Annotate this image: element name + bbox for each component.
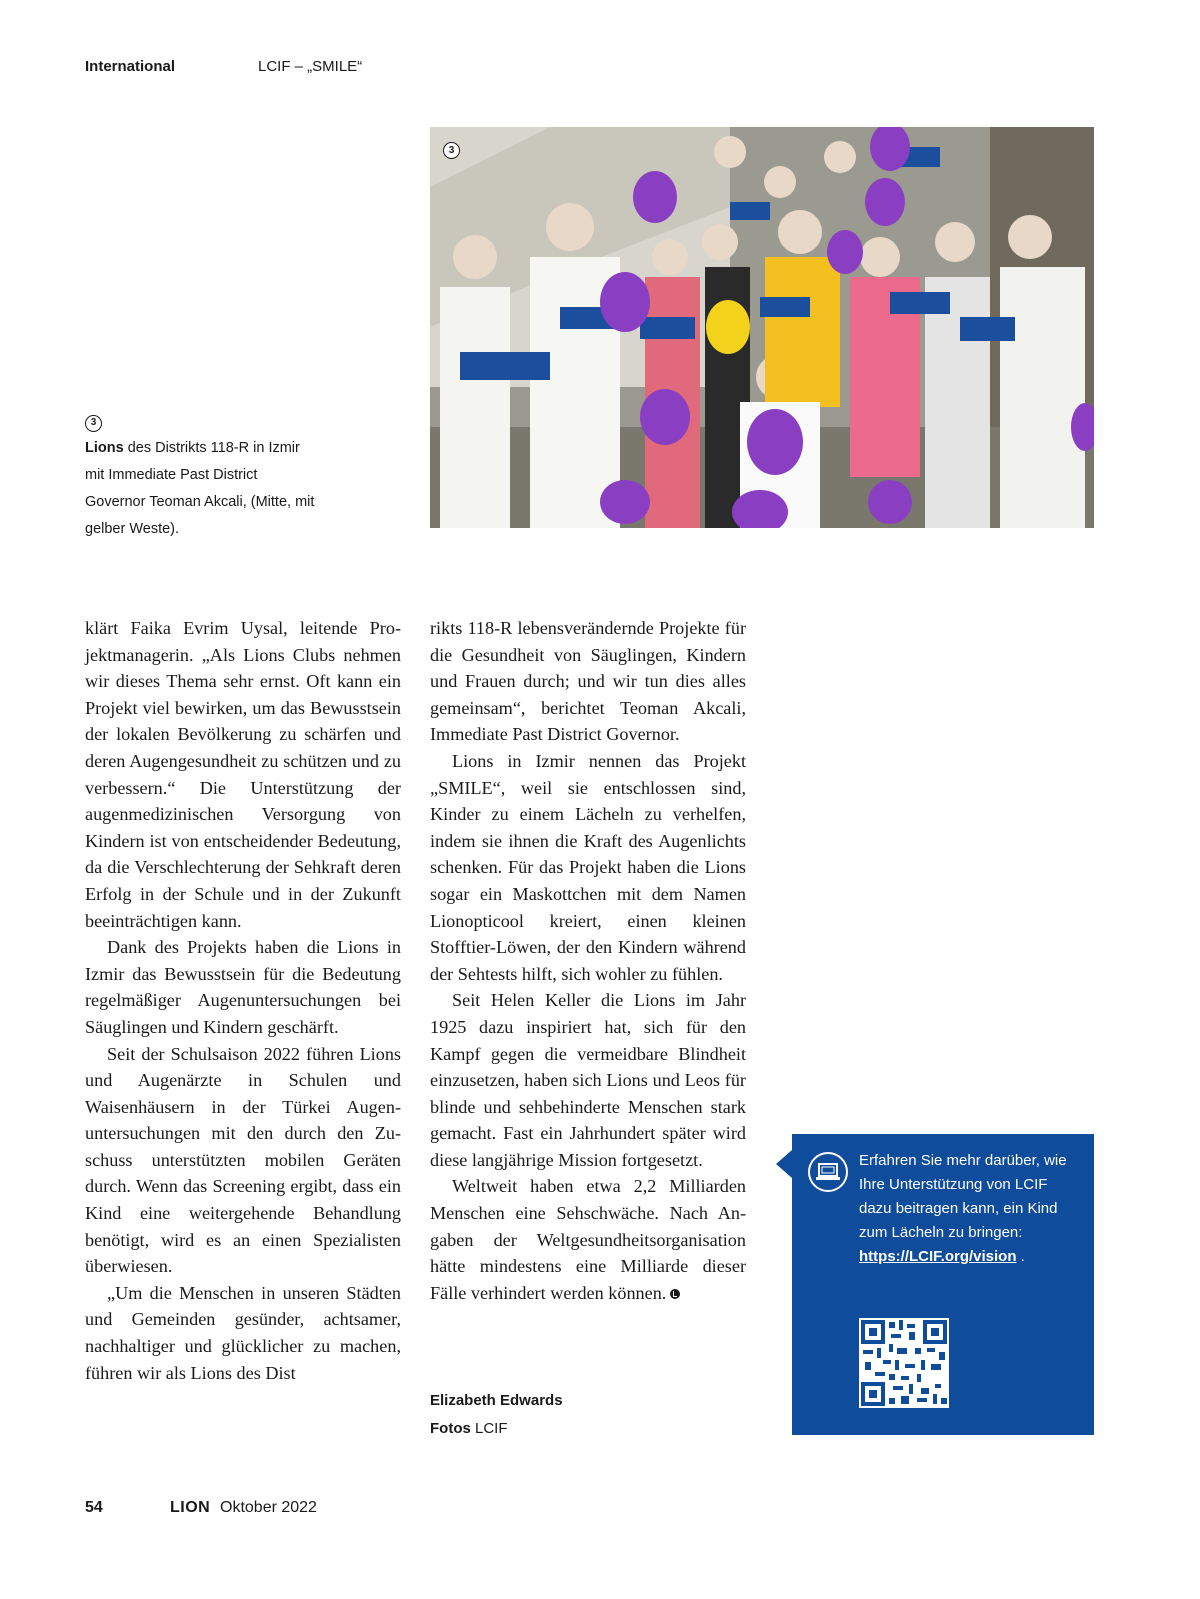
photo-number-badge: 3 bbox=[443, 142, 460, 159]
end-mark-icon bbox=[670, 1289, 680, 1299]
caption-number-badge: 3 bbox=[85, 415, 102, 432]
info-text bbox=[859, 1149, 1074, 1269]
vision-link[interactable]: https://LCIF.org/vision bbox=[859, 1248, 1017, 1265]
laptop-icon bbox=[808, 1152, 848, 1192]
article-column-2 bbox=[430, 615, 746, 1306]
paragraph: Dank des Projekts haben die Lions in Izmir das Bewusstsein für die Bedeutung regelmäßiger Augenuntersuchungen bei Säuglingen und Kindern geschärft. bbox=[85, 937, 401, 1037]
magazine-name: LION bbox=[170, 1499, 211, 1516]
paragraph: Lions in Izmir nennen das Projekt „SMILE“, weil sie entschlossen sind, Kinder zu einem Lächeln zu verhelfen, indem sie ihnen die Kraft des Augenlichts schenken. Für das Projekt haben die Lions sogar ein Maskottchen mit dem Namen Lionopticool kreiert, einen kleinen Stofftier-Löwen, der den Kindern während der Sehtests hilft, sich wohler zu fühlen. bbox=[430, 750, 746, 984]
author-credit: Elizabeth Edwards bbox=[430, 1392, 563, 1409]
paragraph: klärt Faika Evrim Uysal, leitende Projektmanagerin. „Als Lions Clubs nehmen wir dieses Thema sehr ernst. Oft kann ein Projekt viel bewirken, um das Bewusstsein der lokalen Bevölkerung zu schärfen und deren Augengesundheit zu schützen und zu verbessern.“ Die Unterstützung der augenmedizinischen Versorgung von Kindern ist von entscheidender Bedeutung, da die Verschlechterung der Sehkraft deren Erfolg in der Schule und in der Zukunft beeinträchtigen kann. bbox=[85, 618, 401, 931]
qr-code[interactable] bbox=[859, 1318, 949, 1408]
section-label: International bbox=[85, 58, 176, 75]
info-body: Erfahren Sie mehr darüber, wie Ihre Unterstützung von LCIF dazu beitragen kann, ein Kind zum Lächeln zu bringen: bbox=[859, 1152, 1067, 1241]
photo-caption bbox=[85, 408, 315, 543]
issue-date: Oktober 2022 bbox=[220, 1499, 317, 1516]
group-photo-illustration bbox=[430, 127, 1094, 528]
topic-label: LCIF – „SMILE“ bbox=[258, 58, 363, 75]
group-photo bbox=[430, 127, 1094, 528]
photo-credit-source: LCIF bbox=[470, 1420, 508, 1437]
paragraph: „Um die Menschen in unseren Städten und Gemeinden gesünder, achtsamer, nachhaltiger und glücklicher zu machen, führen wir als Lions des Dist bbox=[85, 1282, 401, 1383]
paragraph: Seit Helen Keller die Lions im Jahr 1925 dazu inspiriert hat, sich für den Kampf gegen die vermeidbare Blindheit einzusetzen, haben sich Lions und Leos für blinde und sehbehinderte Menschen stark gemacht. Fast ein Jahrhundert später wird diese langjährige Mission fortgesetzt. bbox=[430, 990, 746, 1170]
info-trailing: . bbox=[1016, 1248, 1025, 1265]
photo-credit bbox=[430, 1420, 508, 1437]
page-number: 54 bbox=[85, 1499, 103, 1516]
paragraph-text: Weltweit haben etwa 2,2 Milliarden Menschen eine Sehschwäche. Nach Angaben der Weltgesundheitsorganisation hätte mindestens eine Milliarde dieser Fälle verhindert werden können. bbox=[430, 1176, 746, 1303]
article-column-1 bbox=[85, 615, 401, 1386]
paragraph: Seit der Schulsaison 2022 führen Lions und Augenärzte in Schulen und Waisenhäusern in der Türkei Augenuntersuchungen mit den durch den Zuschuss unterstützten mobilen Geräten durch. Wenn das Screening ergibt, dass ein Kind eine weitergehende Behandlung benötigt, wird es an einen Spezialisten überwiesen. bbox=[85, 1043, 401, 1277]
caption-text: des Distrikts 118-R in Izmir mit Immediate Past District Governor Teoman Akcali, (Mitte, mit gelber Weste). bbox=[85, 440, 315, 537]
last-paragraph bbox=[430, 1173, 746, 1306]
photo-credit-label: Fotos bbox=[430, 1420, 471, 1437]
info-box bbox=[792, 1134, 1094, 1435]
caption-bold-lead: Lions bbox=[85, 440, 124, 456]
paragraph: rikts 118-R lebensverändernde Projekte für die Gesundheit von Säuglingen, Kindern und Frauen durch; und wir tun dies alles gemeinsam“, berichtet Teoman Akcali, Immediate Past District Governor. bbox=[430, 618, 746, 745]
